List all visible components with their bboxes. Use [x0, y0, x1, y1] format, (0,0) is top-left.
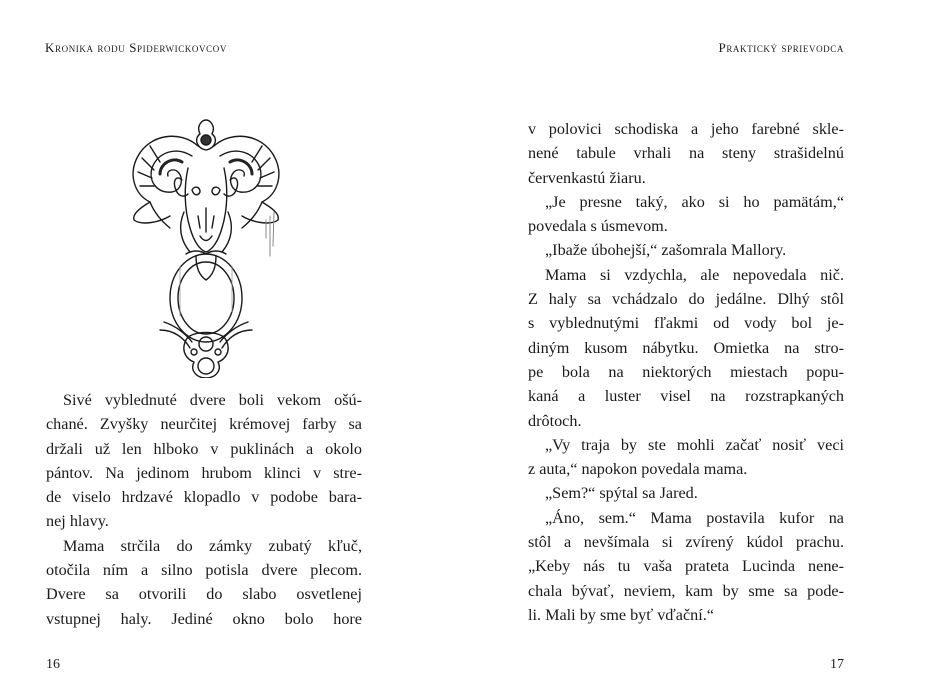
- page-number-right: 17: [830, 657, 844, 672]
- text-line: „Keby nás tu vaša prateta Lucinda nene-: [528, 557, 844, 576]
- text-line: nej hlavy.: [46, 512, 109, 531]
- left-page-body-text: [46, 388, 362, 631]
- text-line: vstupnej haly. Jediné okno bolo hore: [46, 609, 362, 628]
- text-line: chané. Zvyšky neurčitej krémovej farby sa: [46, 415, 362, 434]
- text-line: Z haly sa vchádzalo do jedálne. Dlhý stôl: [528, 290, 844, 309]
- ram-head-door-knocker-illustration: [120, 116, 292, 378]
- text-line: „Vy traja by ste mohli začať nosiť veci: [545, 435, 844, 454]
- running-head-book-title: Kronika rodu Spiderwickovcov: [45, 40, 227, 55]
- text-line: „Áno, sem.“ Mama postavila kufor na: [545, 508, 844, 527]
- text-line: nené tabule vrhali na steny strašidelnú: [528, 144, 844, 163]
- text-line: červenkastú žiaru.: [528, 168, 646, 187]
- text-line: „Je presne taký, ako si ho pamätám,“: [545, 192, 844, 211]
- text-line: diným kusom nábytku. Omietka na stro-: [528, 338, 844, 357]
- text-line: Sivé vyblednuté dvere boli vekom ošú-: [63, 391, 362, 409]
- text-line: Mama strčila do zámky zubatý kľuč,: [63, 536, 362, 555]
- text-line: de viselo hrdzavé klopadlo v podobe bara-: [46, 488, 362, 507]
- text-line: „Sem?“ spýtal sa Jared.: [545, 484, 698, 503]
- page-number-left: 16: [46, 657, 60, 672]
- text-line: kaná a luster visel na rozstrapkaných: [528, 387, 844, 406]
- text-line: Mama si vzdychla, ale nepovedala nič.: [545, 265, 844, 284]
- right-page-body-text: [528, 117, 844, 627]
- text-line: „Ibaže úbohejší,“ zašomrala Mallory.: [545, 241, 787, 260]
- text-line: držali už len hlboko v puklinách a okolo: [46, 439, 362, 458]
- text-line: z auta,“ napokon povedala mama.: [528, 460, 748, 479]
- text-line: stôl a nevšímala si zvírený kúdol prachu.: [528, 533, 844, 552]
- text-line: otočila ním a silno potisla dvere plecom.: [46, 561, 362, 580]
- left-page: [0, 0, 465, 700]
- text-line: v polovici schodiska a jeho farebné skle-: [528, 120, 844, 138]
- right-page: [465, 0, 931, 700]
- text-line: pe bola na niektorých miestach popu-: [528, 362, 844, 381]
- text-line: pántov. Na jedinom hrubom klinci v stre-: [46, 463, 362, 482]
- text-line: li. Mali by sme byť vďační.“: [528, 605, 714, 624]
- text-line: Dvere sa otvorili do slabo osvetlenej: [46, 585, 362, 604]
- text-line: s vyblednutými fľakmi od vody bol je-: [528, 314, 844, 333]
- text-line: povedala s úsmevom.: [528, 217, 668, 236]
- running-head-chapter-title: Praktický sprievodca: [718, 40, 844, 55]
- text-line: drôtoch.: [528, 411, 582, 430]
- text-line: chala bývať, neviem, kam by sme sa pode-: [528, 581, 844, 600]
